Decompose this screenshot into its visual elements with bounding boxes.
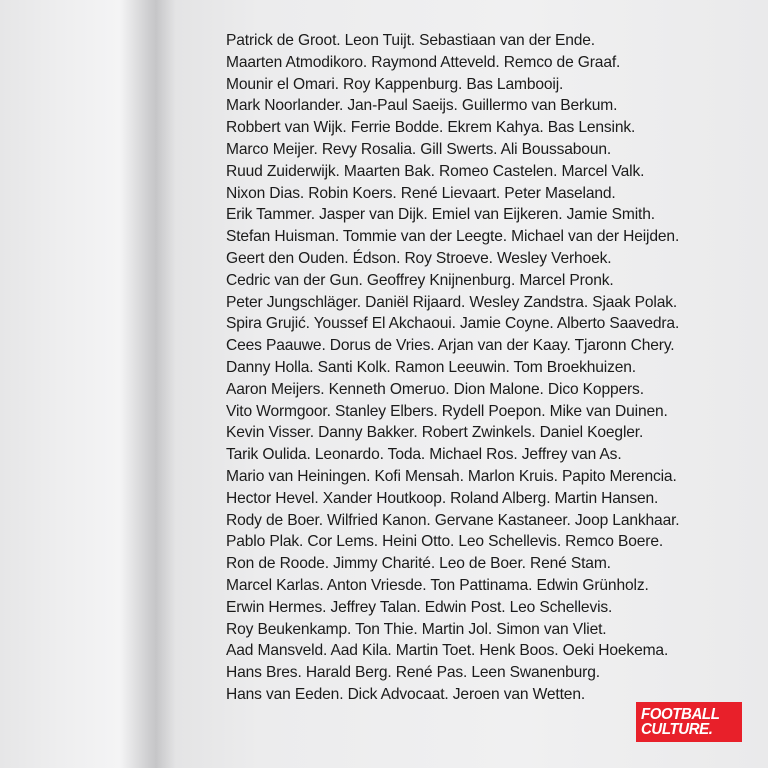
name-line: Stefan Huisman. Tommie van der Leegte. Michael van der Heijden. bbox=[226, 228, 680, 246]
name-line: Mark Noorlander. Jan-Paul Saeijs. Guillermo van Berkum. bbox=[226, 97, 618, 115]
name-line: Marcel Karlas. Anton Vriesde. Ton Pattinama. Edwin Grünholz. bbox=[226, 576, 649, 594]
name-line: Mounir el Omari. Roy Kappenburg. Bas Lambooij. bbox=[226, 75, 564, 93]
logo-line-1: FOOTBALL bbox=[641, 705, 720, 724]
name-line: Mario van Heiningen. Kofi Mensah. Marlon Kruis. Papito Merencia. bbox=[226, 467, 677, 485]
name-line: Cees Paauwe. Dorus de Vries. Arjan van der Kaay. Tjaronn Chery. bbox=[226, 337, 675, 355]
name-line: Ruud Zuiderwijk. Maarten Bak. Romeo Castelen. Marcel Valk. bbox=[226, 162, 645, 180]
name-line: Spira Grujić. Youssef El Akchaoui. Jamie Coyne. Alberto Saavedra. bbox=[226, 315, 680, 333]
name-line: Vito Wormgoor. Stanley Elbers. Rydell Poepon. Mike van Duinen. bbox=[226, 402, 668, 420]
logo-line-2: CULTURE. bbox=[641, 720, 713, 739]
name-line: Maarten Atmodikoro. Raymond Atteveld. Remco de Graaf. bbox=[226, 53, 621, 71]
name-line: Cedric van der Gun. Geoffrey Knijnenburg. Marcel Pronk. bbox=[226, 271, 614, 289]
name-line: Peter Jungschläger. Daniël Rijaard. Wesley Zandstra. Sjaak Polak. bbox=[226, 293, 678, 311]
name-line: Hans Bres. Harald Berg. René Pas. Leen Swanenburg. bbox=[226, 664, 600, 682]
name-line: Danny Holla. Santi Kolk. Ramon Leeuwin. Tom Broekhuizen. bbox=[226, 358, 636, 376]
name-line: Patrick de Groot. Leon Tuijt. Sebastiaan van der Ende. bbox=[226, 32, 595, 49]
name-line: Hans van Eeden. Dick Advocaat. Jeroen van Wetten. bbox=[226, 685, 586, 703]
name-line: Pablo Plak. Cor Lems. Heini Otto. Leo Schellevis. Remco Boere. bbox=[226, 533, 664, 551]
name-line: Aad Mansveld. Aad Kila. Martin Toet. Henk Boos. Oeki Hoekema. bbox=[226, 642, 669, 660]
name-line: Nixon Dias. Robin Koers. René Lievaart. Peter Maseland. bbox=[226, 184, 616, 202]
name-line: Erik Tammer. Jasper van Dijk. Emiel van Eijkeren. Jamie Smith. bbox=[226, 206, 655, 224]
name-line: Ron de Roode. Jimmy Charité. Leo de Boer. René Stam. bbox=[226, 555, 611, 573]
name-line: Geert den Ouden. Édson. Roy Stroeve. Wesley Verhoek. bbox=[226, 249, 612, 267]
name-line: Roy Beukenkamp. Ton Thie. Martin Jol. Simon van Vliet. bbox=[226, 620, 607, 638]
name-line: Marco Meijer. Revy Rosalia. Gill Swerts. Ali Boussaboun. bbox=[226, 140, 612, 158]
name-line: Hector Hevel. Xander Houtkoop. Roland Alberg. Martin Hansen. bbox=[226, 489, 659, 507]
name-line: Rody de Boer. Wilfried Kanon. Gervane Kastaneer. Joop Lankhaar. bbox=[226, 511, 680, 529]
name-line: Erwin Hermes. Jeffrey Talan. Edwin Post. Leo Schellevis. bbox=[226, 598, 613, 616]
football-culture-logo bbox=[636, 702, 742, 742]
name-line: Kevin Visser. Danny Bakker. Robert Zwinkels. Daniel Koegler. bbox=[226, 424, 644, 442]
names-list bbox=[226, 30, 756, 706]
name-line: Robbert van Wijk. Ferrie Bodde. Ekrem Kahya. Bas Lensink. bbox=[226, 119, 636, 137]
name-line: Aaron Meijers. Kenneth Omeruo. Dion Malone. Dico Koppers. bbox=[226, 380, 644, 398]
name-line: Tarik Oulida. Leonardo. Toda. Michael Ros. Jeffrey van As. bbox=[226, 446, 622, 464]
